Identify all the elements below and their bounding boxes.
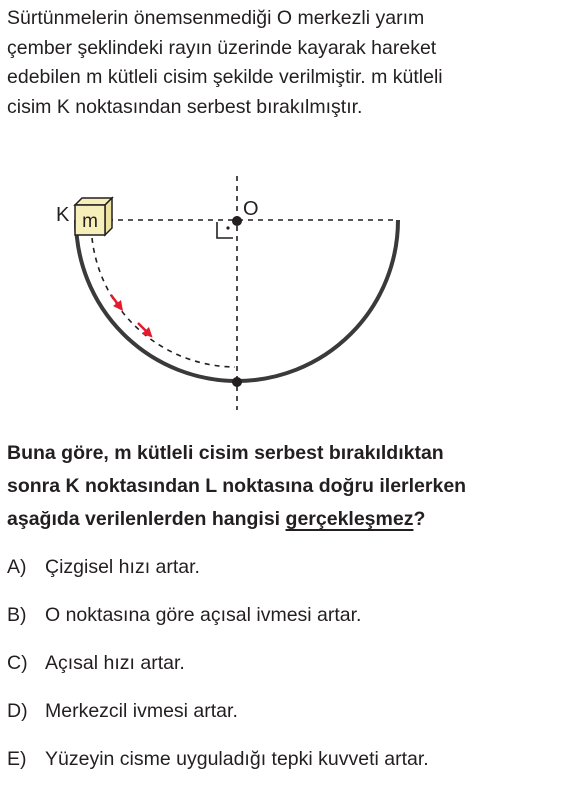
right-angle-dot (226, 226, 229, 229)
option-c-letter: C) (7, 652, 28, 674)
question-text (7, 437, 563, 536)
mass-label: m (82, 211, 98, 232)
semicircle-track-diagram (0, 172, 567, 417)
option-c-text: Açısal hızı artar. (45, 652, 185, 674)
question-line-3-post: ? (413, 508, 426, 530)
answer-options (7, 553, 563, 793)
option-d[interactable] (7, 697, 563, 745)
option-a-text: Çizgisel hızı artar. (45, 556, 200, 578)
point-o-label: O (243, 198, 259, 220)
option-e-text: Yüzeyin cisme uyguladığı tepki kuvveti artar. (45, 748, 429, 770)
point-k-label: K (56, 204, 70, 226)
motion-arrow-2 (138, 323, 149, 334)
option-b-text: O noktasına göre açısal ivmesi artar. (45, 604, 362, 626)
right-angle-mark (217, 222, 233, 238)
question-keyword-underlined: gerçekleşmez (285, 508, 414, 530)
option-a[interactable] (7, 553, 563, 601)
bottom-point-l (232, 377, 242, 387)
option-b-letter: B) (7, 604, 27, 626)
intro-line-2: çember şeklindeki rayın üzerinde kayarak hareket (7, 36, 437, 59)
option-a-letter: A) (7, 556, 27, 578)
question-line-2: sonra K noktasından L noktasına doğru ilerlerken (7, 475, 467, 497)
option-e[interactable] (7, 745, 563, 793)
option-d-text: Merkezcil ivmesi artar. (45, 700, 238, 722)
mass-block (75, 198, 112, 235)
center-point-o (232, 216, 242, 226)
intro-line-1: Sürtünmelerin önemsenmediği O merkezli yarım (7, 7, 425, 29)
motion-path-dashed (92, 238, 235, 367)
motion-arrow-1 (111, 295, 120, 307)
option-d-letter: D) (7, 700, 28, 722)
option-c[interactable] (7, 649, 563, 697)
question-line-3-pre: aşağıda verilenlerden hangisi (7, 508, 286, 530)
option-b[interactable] (7, 601, 563, 649)
option-e-letter: E) (7, 748, 27, 770)
intro-line-4: cisim K noktasından serbest bırakılmıştır. (7, 95, 363, 118)
question-line-3 (7, 503, 563, 536)
question-line-1: Buna göre, m kütleli cisim serbest bırakıldıktan (7, 442, 444, 464)
intro-line-3: edebilen m kütleli cisim şekilde verilmiştir. m kütleli (7, 66, 443, 88)
problem-statement (7, 4, 563, 122)
